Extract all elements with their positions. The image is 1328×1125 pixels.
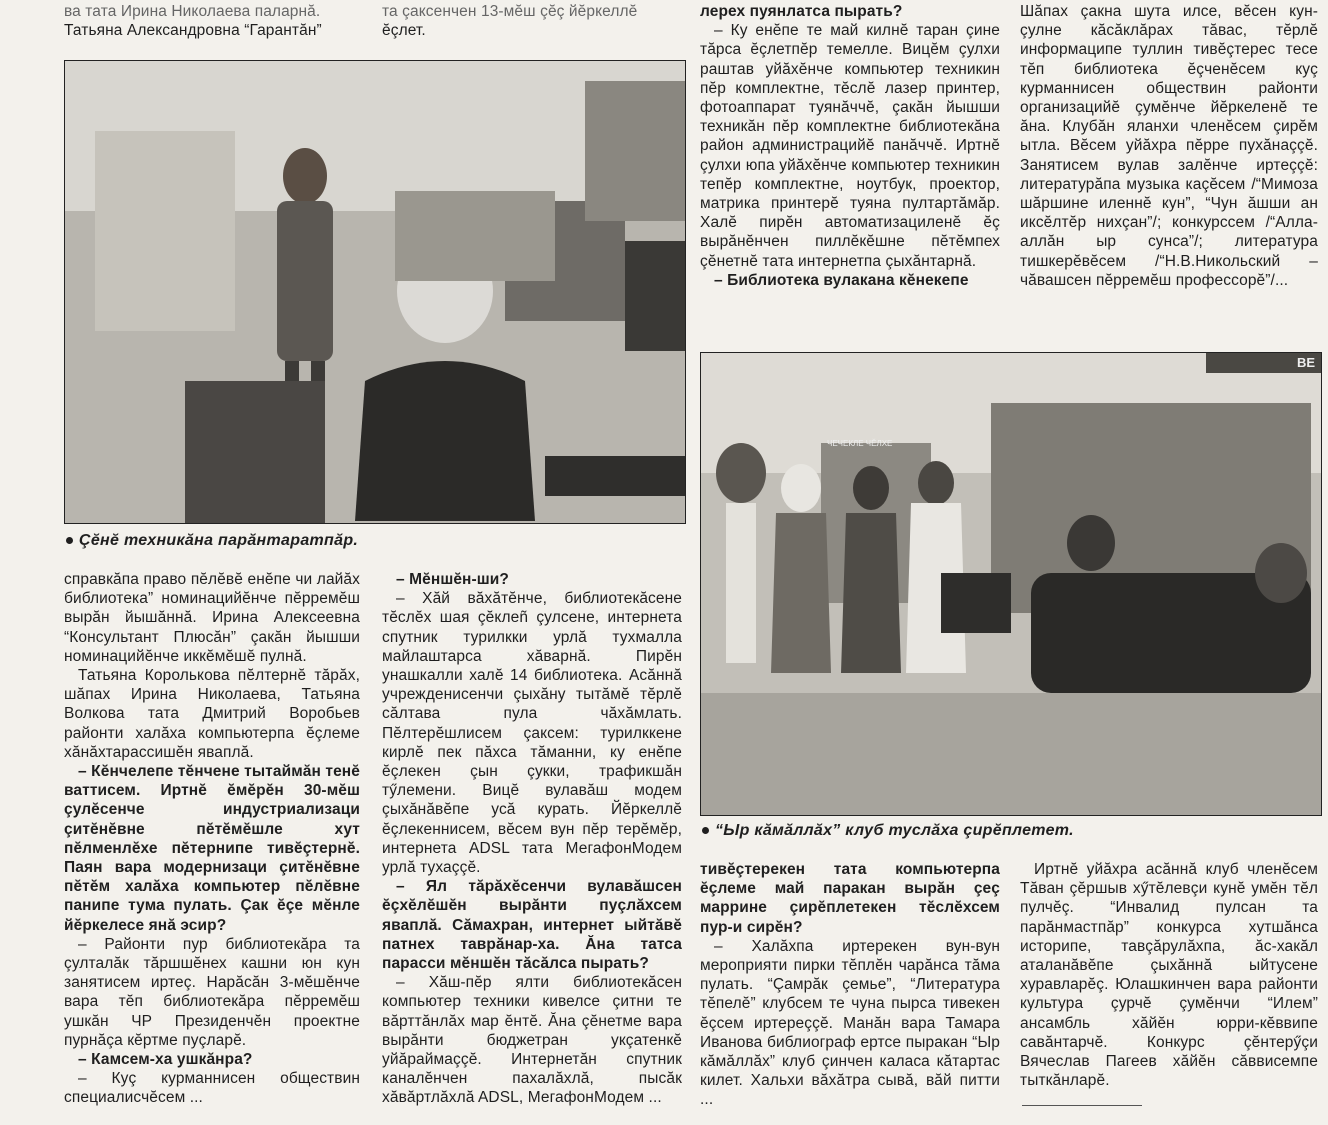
column-4-bottom [1020,860,1318,1090]
shelf-sign: ВЕ [1296,355,1315,370]
interview-answer: – Куç курманнисен обществин специалисчĕсем ... [64,1070,360,1107]
interview-question: тивĕçтерекен тата компьютерпа ĕçлеме май паракан вырăн çеç марринe çирĕплетекен тĕслĕхсем пур-и сирĕн? [700,861,1000,936]
photo-club-meeting [700,352,1322,816]
column-2-top [382,2,682,40]
interview-answer: – Районти пур библиотекăра та çулталăк тăршшĕнех кашни юн кун занятисем иртеç. Нарăсăн 3-мĕшĕнче вара тĕп библиотекăра пĕрремĕш ушкăн ЧР Президенчĕн проектне пурнăçа кĕртме пуçларĕ. [64,935,360,1049]
paragraph: справкăпа право пĕлĕвĕ енĕпе чи лайăх библиотека” номинацийĕнче пĕрремĕш вырăн йышăннă. Ирина Алексеевна “Консультант Плюсăн” çакăн йышши номинацийĕнче иккĕмĕшĕ пулнă. [64,571,360,665]
column-4-top [1020,2,1318,290]
text-line: ва тата Ирина Николаева паларнă. [64,3,321,20]
interview-question: лерех пуянлатса пырать? [700,3,903,20]
photo-illustration [701,353,1321,815]
text-line: Татьяна Александровна “Гарантăн” [64,22,322,40]
interview-question: – Мĕншĕн-ши? [396,571,509,588]
photo-illustration [65,61,685,523]
bullet-icon [66,537,73,544]
interview-question: – Библиотека вулакана кĕнекепе [714,271,969,289]
interview-question: – Ял тăрăхĕсенчи вулавăшсен ĕçхĕлĕшĕн вырăнти пуçлăхсем яваплă. Сăмахран, интернет ыйтăвĕ патнех таврăнар-ха. Ăна татса парасси мĕншĕн тăсăлса пырать? [382,878,682,973]
paragraph: Шăпах çакна шута илсе, вĕсен кун-çулне кăсăклăрах тăвас, тĕрлĕ информаципе туллин тивĕçтерес тесе тĕп библиотека ĕçченĕсем куç курманнисен обществин районти организацийĕ çумĕнче йĕркеленĕ те ăна. Клубăн яланхи членĕсем çирĕм ытла. Вĕсем уйăхра пĕрре пухăнаççĕ. Занятисем вулав залĕнче иртеççĕ: литературăпа музыка каçĕсем /“Мимоза шăршине иленнĕ кун”, “Чун ăшши ан иксĕлтĕр нихçан”/; конкурссем /“Алла-аллăн ыр сунса”/; литература тишкерĕвĕсем /“Н.В.Никольский – чăвашсен пĕрремĕш профессорĕ”/... [1020,3,1318,289]
column-1-bottom [64,570,360,1108]
bullet-icon [702,827,709,834]
interview-question: – Кĕнчелепе тĕнчене тытаймăн тенĕ ваттисем. Иртнĕ ĕмĕрĕн 30-мĕш çулĕсенче индустриализаци çитĕнĕвне пĕтĕмĕшле хут пĕлменлĕхе пĕтернипе тивĕçтернĕ. Паян вара модернизаци çитĕнĕвне пĕтĕм халăха компьютер пĕлĕвне панипе тума пулать. Çак ĕçе мĕнле йĕркелесе янă эсир? [64,763,360,934]
paragraph: Татьяна Королькова пĕлтернĕ тăрăх, шăпах Ирина Николаева, Татьяна Волкова тата Дмитрий Воробьев районти халăха компьютерпа ĕçлеме хăнăхтарассишĕн яваплă. [64,667,360,761]
text-line: та çаксенчен 13-мĕш çĕç йĕркеллĕ [382,3,638,20]
interview-answer: – Халăхпа иртерекен вун-вун мероприяти пирки тĕплĕн чарăнса тăма пулать. “Çамрăк çемье”, “Литература тĕпелĕ” клубсем те чуна пырса тивекен ĕçсем иртереççĕ. Манăн вара Тамара Иванова библиограф ертсе пыракан “Ыр кăмăллăх” клуб çинчен каласа кăтартас килет. Хальхи вăхăтра сывă, вăй питти ... [700,937,1000,1109]
interview-answer: – Хăй вăхăтĕнче, библиотекăсене тĕслĕх шая çĕклеñ çулсене, интернета спутник турилкки урлă тухмалла майлаштарса хăварнă. Пирĕн унашкалли халĕ 14 библиотека. Асăннă учрежденисенчи çыхăну тытăмĕ тĕрлĕ сăлтава пула чăхăмлать. Пĕлтерĕшлисем çаксем: турилккене кирлĕ пек пăхса тăманни, ку енĕпе ĕçлекен çын çукки, трафикшăн тӳлемени. Вицĕ вулавăш модем çыхăнăвĕпе усă курать. Йĕркеллĕ ĕçлекеннисем, вĕсем вун пĕр терĕмĕр, интернета ADSL тата МегафонМодем урлă тухаççĕ. [382,590,682,877]
column-3-top [700,2,1000,290]
column-1-top [64,2,360,40]
interview-answer: – Ку енĕпе те май килнĕ таран çине тăрса ĕçлетпĕр темелле. Вицĕм çулхи раштав уйăхĕнче компьютер техникин пĕр комплектне, тĕслĕ лазер принтер, фотоаппарат туянăччĕ, çакăн йышши техникăн пĕр комплектне библиотекăна район администрацийĕ панăччĕ. Иртнĕ çулхи юпа уйăхĕнче компьютер техникин тепĕр комплектне, ноутбук, проектор, матрика принтерĕ туяна пултартăмăр. Халĕ пирĕн автоматизациленĕ ĕç вырăнĕнчен пиллĕкĕшне пĕтĕмпех çĕнетнĕ тата интернетпа çыхăнтарнă. [700,22,1000,270]
text-line: ĕçлет. [382,22,426,40]
column-3-bottom [700,860,1000,1110]
photo-computer-class [64,60,686,524]
interview-question: – Камсем-ха ушкăнра? [78,1051,253,1069]
photo-caption-1: Çĕнĕ техникăна парăнтаратпăр. [66,532,358,550]
shelf-sign: ЧЕЧЕКЛЕ ЧĔЛХЕ [827,439,893,448]
photo-caption-2: “Ыр кăмăллăх” клуб туслăха çирĕплетет. [702,822,1074,840]
interview-answer: – Хăш-пĕр ялти библиотекăсен компьютер техники кивелсе çитни те вăрттăнлăх мар ĕнтĕ. Ăна çĕнетме вара вырăнти бюджетран укçатенкĕ уйăраймаççĕ. Интернетăн спутник каналĕнчен пахалăхлă, пысăк хăвăртлăхлă ADSL, МегафонМодем ... [382,974,682,1107]
paragraph: Иртнĕ уйăхра асăннă клуб членĕсем Тăван çĕршыв хӳтĕлевçи кунĕ умĕн тĕл пулчĕç. “Инвалид пулсан та парăнмастпăр” конкурса хутшăнса историпе, тавçăрулăхпа, ăс-хакăл аталанăвĕпе çыхăннă ыйтусене хуравларĕç. Юлашкинчен вара районти культура çурчĕ çумĕнчи “Илем” ансамбль хăйĕн юрри-кĕввипе савăнтарчĕ. Конкурс çĕнтерӳçи Вячеслав Пагеев хăйĕн сăввисемпе тыткăнларĕ. [1020,861,1318,1090]
end-divider [1022,1105,1142,1106]
column-2-bottom [382,570,682,1108]
